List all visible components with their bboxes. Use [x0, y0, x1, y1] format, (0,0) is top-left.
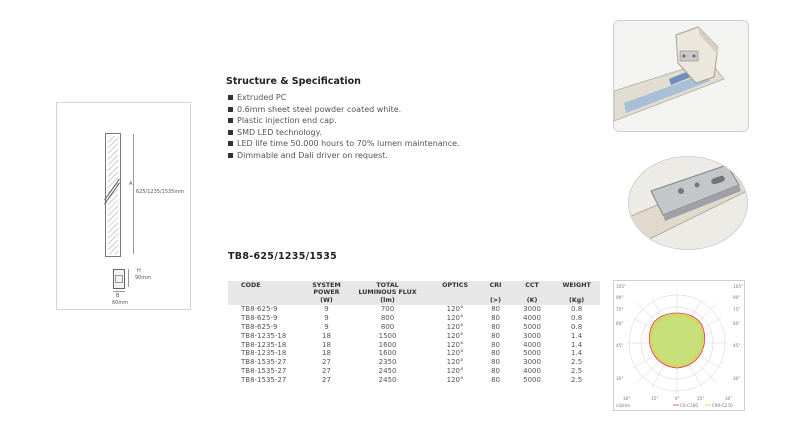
- polar-chart-svg: [613, 280, 745, 411]
- angle-label: 45°: [616, 343, 624, 348]
- table-cell: 80: [491, 366, 501, 375]
- table-cell: 4000: [523, 314, 541, 323]
- table-cell: 80: [491, 349, 501, 358]
- table-cell: 120°: [446, 305, 464, 314]
- table-cell: 80: [491, 375, 501, 384]
- product-photo-end-cap: [613, 20, 749, 132]
- dimension-line-height: [128, 269, 129, 287]
- table-cell: 80: [491, 331, 501, 340]
- table-cell: 3000: [523, 331, 541, 340]
- table-cell: 800: [380, 322, 395, 331]
- table-cell: TB8-1235-18: [241, 331, 287, 340]
- legend-c90: C90-C270: [712, 403, 733, 408]
- spec-list: [228, 92, 460, 162]
- col-header-weight: WEIGHT (Kg): [553, 281, 600, 305]
- table-cell: 120°: [446, 314, 464, 323]
- table-row: [228, 323, 600, 332]
- model-title: TB8-625/1235/1535: [228, 251, 338, 262]
- dimension-h-value: 90mm: [135, 275, 152, 281]
- table-cell: 800: [380, 314, 395, 323]
- col-header-power: SYSTEM POWER (W): [308, 281, 345, 305]
- dimension-line-width: [113, 291, 125, 292]
- end-view-inner: [115, 275, 123, 283]
- dimension-a-value: 625/1235/1535mm: [136, 189, 185, 195]
- table-cell: 4000: [523, 340, 541, 349]
- end-cap-illustration: [614, 21, 748, 131]
- table-cell: 1.4: [571, 349, 583, 358]
- table-row: [228, 332, 600, 341]
- polar-unit: cd/klm: [616, 403, 631, 408]
- table-cell: 4000: [523, 366, 541, 375]
- table-cell: 5000: [523, 349, 541, 358]
- angle-label: 90°: [616, 295, 624, 300]
- angle-label: 60°: [616, 321, 624, 326]
- table-cell: 9: [324, 322, 329, 331]
- table-cell: 9: [324, 314, 329, 323]
- table-cell: 27: [322, 366, 331, 375]
- dimension-b-letter: B: [116, 293, 120, 299]
- spec-title: Structure & Specification: [226, 76, 361, 87]
- dimension-h-letter: H: [137, 268, 141, 274]
- dimension-a-letter: A: [129, 181, 133, 187]
- table-cell: 2.5: [571, 366, 583, 375]
- table-cell: 1600: [378, 349, 397, 358]
- bottom-angle-label: 30°: [623, 396, 631, 401]
- table-cell: 0.8: [571, 322, 583, 331]
- angle-label: 30°: [733, 376, 741, 381]
- table-cell: 3000: [523, 305, 541, 314]
- table-cell: 2350: [378, 358, 397, 367]
- table-cell: 2.5: [571, 358, 583, 367]
- table-cell: TB8-1535-27: [241, 366, 287, 375]
- spec-item: Plastic injection end cap.: [228, 115, 460, 127]
- table-cell: 2.5: [571, 375, 583, 384]
- table-cell: 0.8: [571, 314, 583, 323]
- table-cell: 5000: [523, 322, 541, 331]
- table-cell: 27: [322, 358, 331, 367]
- dimension-line-length: [133, 134, 134, 254]
- table-cell: 120°: [446, 375, 464, 384]
- table-cell: TB8-1235-18: [241, 349, 287, 358]
- table-row: [228, 358, 600, 367]
- col-header-code: CODE: [228, 281, 308, 305]
- table-cell: 80: [491, 322, 501, 331]
- table-cell: 80: [491, 358, 501, 367]
- table-cell: 120°: [446, 349, 464, 358]
- table-cell: 700: [380, 305, 395, 314]
- angle-label: 90°: [733, 295, 741, 300]
- table-cell: 9: [324, 305, 329, 314]
- table-cell: TB8-625-9: [241, 314, 278, 323]
- table-cell: 80: [491, 314, 501, 323]
- bottom-angle-label: 15°: [697, 396, 705, 401]
- table-cell: TB8-1535-27: [241, 358, 287, 367]
- table-cell: 27: [322, 375, 331, 384]
- col-header-flux: TOTAL LUMINOUS FLUX (lm): [345, 281, 430, 305]
- table-cell: TB8-625-9: [241, 305, 278, 314]
- angle-label: 105°: [733, 284, 744, 289]
- dimension-b-value: 60mm: [112, 300, 129, 306]
- spec-item: Dimmable and Dali driver on request.: [228, 150, 460, 162]
- table-cell: 18: [322, 331, 331, 340]
- bottom-angle-label: 30°: [725, 396, 733, 401]
- col-header-optics: OPTICS: [430, 281, 480, 305]
- table-cell: 120°: [446, 366, 464, 375]
- spec-item: 0.6mm sheet steel powder coated white.: [228, 104, 460, 116]
- angle-label: 105°: [616, 284, 627, 289]
- angle-label: 60°: [733, 321, 741, 326]
- table-cell: 2450: [378, 375, 397, 384]
- table-cell: 1500: [378, 331, 397, 340]
- table-cell: 1.4: [571, 331, 583, 340]
- col-header-cct: CCT (K): [511, 281, 553, 305]
- table-row: [228, 376, 600, 385]
- table-row: [228, 305, 600, 314]
- table-row: [228, 367, 600, 376]
- table-cell: 120°: [446, 322, 464, 331]
- product-photo-bracket: [628, 156, 748, 250]
- table-header-row: [228, 281, 600, 305]
- bottom-angle-label: 15°: [651, 396, 659, 401]
- table-row: [228, 340, 600, 349]
- table-cell: 18: [322, 340, 331, 349]
- table-cell: TB8-1235-18: [241, 340, 287, 349]
- table-cell: 2450: [378, 366, 397, 375]
- angle-label: 45°: [733, 343, 741, 348]
- angle-label: 75°: [616, 307, 624, 312]
- table-row: [228, 349, 600, 358]
- col-header-cri: CRI (>): [480, 281, 511, 305]
- table-cell: 120°: [446, 358, 464, 367]
- table-cell: 18: [322, 349, 331, 358]
- table-cell: TB8-625-9: [241, 322, 278, 331]
- polar-curve-c0: [649, 313, 704, 368]
- bracket-illustration: [629, 157, 747, 249]
- technical-drawing-panel: [56, 102, 191, 310]
- fixture-end-view: [113, 269, 125, 289]
- table-cell: 120°: [446, 331, 464, 340]
- table-cell: 80: [491, 340, 501, 349]
- table-cell: 80: [491, 305, 501, 314]
- table-cell: 1.4: [571, 340, 583, 349]
- table-cell: 0.8: [571, 305, 583, 314]
- table-cell: 5000: [523, 375, 541, 384]
- angle-label: 30°: [616, 376, 624, 381]
- table-cell: TB8-1535-27: [241, 375, 287, 384]
- polar-light-distribution-chart: [613, 280, 745, 411]
- spec-item: Extruded PC: [228, 92, 460, 104]
- spec-item: LED life time 50.000 hours to 70% lumen maintenance.: [228, 138, 460, 150]
- table-cell: 1600: [378, 340, 397, 349]
- spec-table: [228, 281, 600, 384]
- legend-c0: C0-C180: [680, 403, 699, 408]
- bottom-angle-label: 0°: [675, 396, 680, 401]
- table-cell: 120°: [446, 340, 464, 349]
- table-row: [228, 314, 600, 323]
- table-cell: 3000: [523, 358, 541, 367]
- angle-label: 75°: [733, 307, 741, 312]
- spec-item: SMD LED technology.: [228, 127, 460, 139]
